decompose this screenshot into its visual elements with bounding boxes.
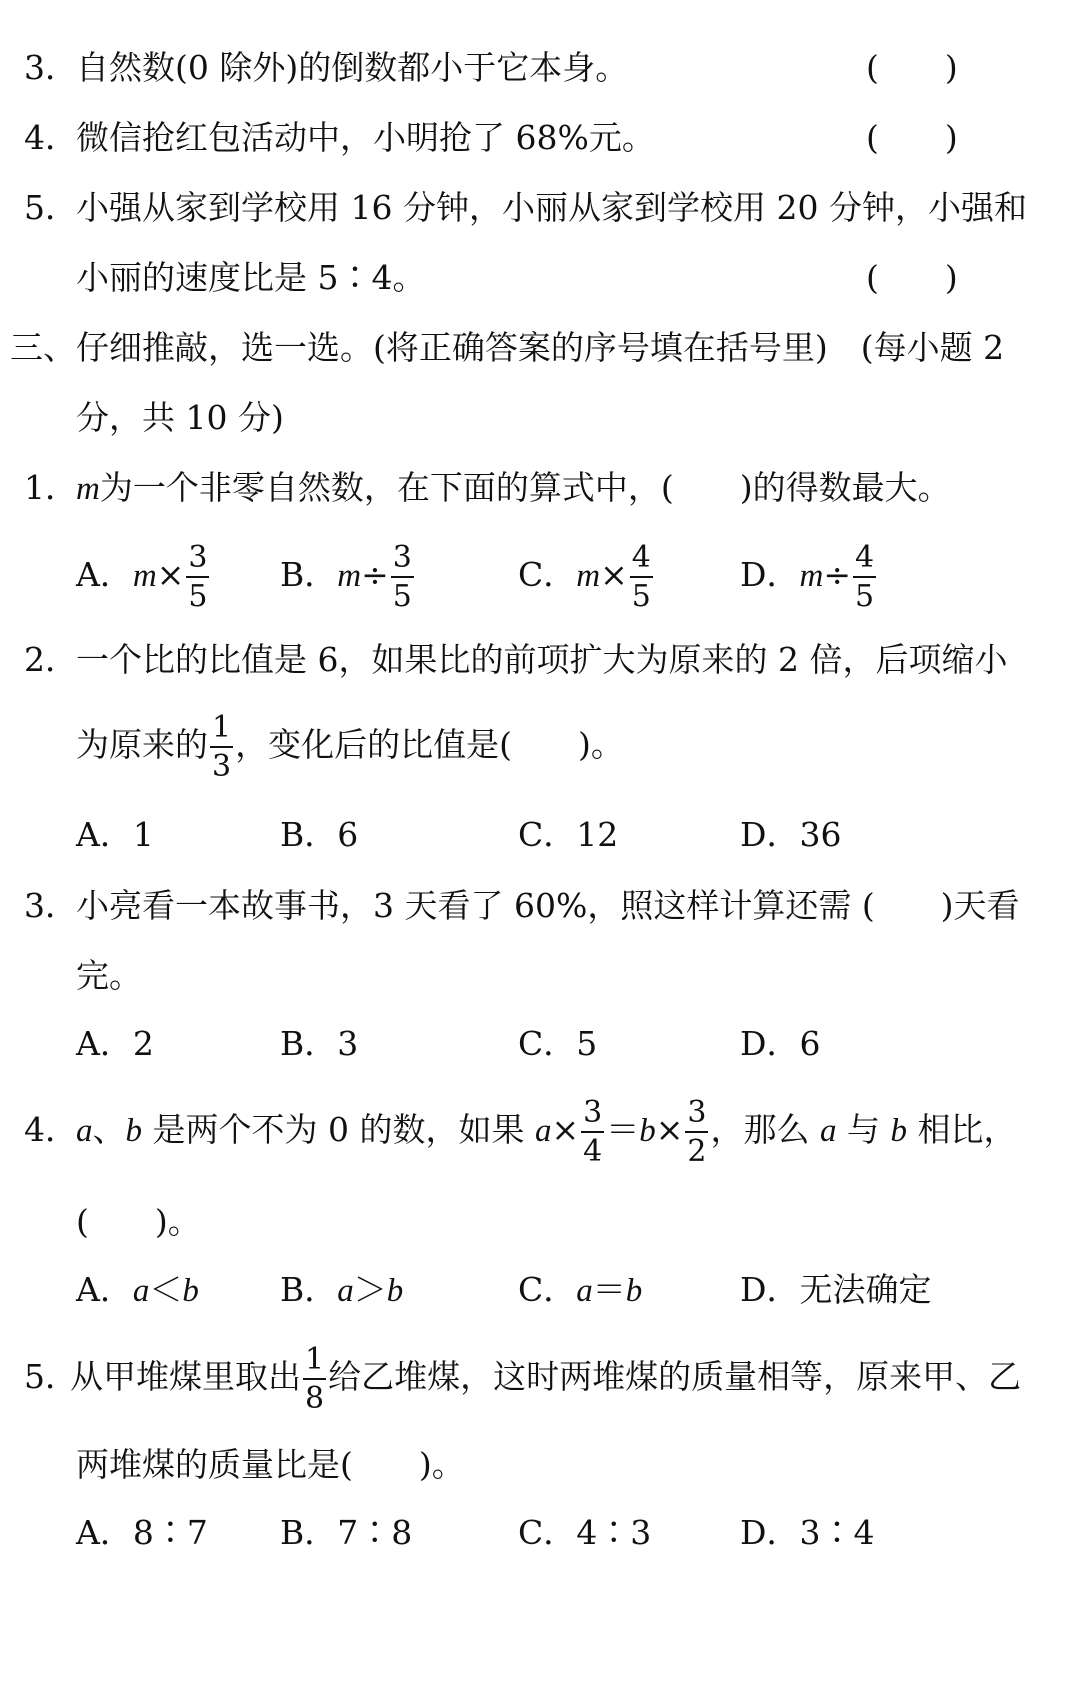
q1-option-d[interactable]: D．m÷ $\frac{4}{5}$ [740,539,875,614]
judge-3-number: 3． [24,48,78,87]
q5-stem: 从甲堆煤里取出 $\frac{1}{8}$ 给乙堆煤，这时两堆煤的质量相等，原来甲、乙 [70,1341,1022,1416]
q3-option-d[interactable]: D．6 [740,1024,821,1063]
q3-option-c[interactable]: C．5 [518,1024,598,1063]
q5-option-d[interactable]: D．3∶4 [740,1513,875,1552]
q3-stem: 小亮看一本故事书，3 天看了 60%，照这样计算还需 ( )天看 [76,886,1020,925]
q4-option-a[interactable]: A．a＜b [76,1270,199,1309]
fraction: $\frac{1}{3}$ [212,709,232,784]
judge-4-text: 微信抢红包活动中，小明抢了 68%元。 [76,118,655,157]
fraction: $\frac{3}{5}$ [188,539,208,614]
judge-4-answer-paren[interactable]: ( ) [866,118,958,157]
q1-option-c[interactable]: C．m× $\frac{4}{5}$ [518,539,651,614]
q4-answer-paren[interactable]: ( )。 [76,1202,201,1241]
q4-option-b[interactable]: B．a＞b [280,1270,404,1309]
section-title-cont: 分，共 10 分) [76,398,284,437]
q4-stem: a、b 是两个不为 0 的数，如果 a× $\frac{3}{4}$ ＝b× $\frac{3}{2}$ ，那么 a 与 b 相比， [76,1094,1017,1169]
fraction: $\frac{4}{5}$ [854,539,875,614]
q5-number: 5． [24,1357,78,1396]
q2-number: 2． [24,640,78,679]
q4-option-d[interactable]: D．无法确定 [740,1270,932,1309]
q5-option-a[interactable]: A．8∶7 [76,1513,208,1552]
q2-stem: 一个比的比值是 6，如果比的前项扩大为原来的 2 倍，后项缩小 [76,640,1008,679]
q5-stem-cont: 两堆煤的质量比是( )。 [76,1445,465,1484]
q3-number: 3． [24,886,78,925]
judge-5-text: 小强从家到学校用 16 分钟，小丽从家到学校用 20 分钟，小强和 [76,188,1027,227]
judge-3-answer-paren[interactable]: ( ) [866,48,958,87]
section-title: 仔细推敲，选一选。(将正确答案的序号填在括号里) (每小题 2 [76,328,1005,367]
fraction: $\frac{4}{5}$ [631,539,651,614]
q1-stem: m为一个非零自然数，在下面的算式中，( )的得数最大。 [76,468,951,507]
judge-5-text-cont: 小丽的速度比是 5∶4。 [76,258,426,297]
fraction: $\frac{3}{4}$ [583,1094,603,1169]
fraction: $\frac{3}{2}$ [687,1094,707,1169]
q1-option-a[interactable]: A．m× $\frac{3}{5}$ [76,539,208,614]
judge-4-number: 4． [24,118,78,157]
q1-number: 1． [24,468,78,507]
q2-option-b[interactable]: B．6 [280,815,359,854]
q2-option-c[interactable]: C．12 [518,815,619,854]
q5-option-b[interactable]: B．7∶8 [280,1513,413,1552]
q5-option-c[interactable]: C．4∶3 [518,1513,652,1552]
fraction: $\frac{1}{8}$ [305,1341,325,1416]
q3-option-a[interactable]: A．2 [76,1024,154,1063]
fraction: $\frac{3}{5}$ [392,539,412,614]
q2-stem-cont: 为原来的 $\frac{1}{3}$ ，变化后的比值是( )。 [76,709,624,784]
judge-5-answer-paren[interactable]: ( ) [866,258,958,297]
section-number: 三、 [10,328,76,367]
q4-number: 4． [24,1110,78,1149]
q4-option-c[interactable]: C．a＝b [518,1270,643,1309]
q3-stem-cont: 完。 [76,956,142,995]
q2-option-d[interactable]: D．36 [740,815,842,854]
judge-5-number: 5． [24,188,78,227]
q1-option-b[interactable]: B．m÷ $\frac{3}{5}$ [280,539,412,614]
q3-option-b[interactable]: B．3 [280,1024,359,1063]
judge-3-text: 自然数(0 除外)的倒数都小于它本身。 [76,48,629,87]
q2-option-a[interactable]: A．1 [76,815,154,854]
